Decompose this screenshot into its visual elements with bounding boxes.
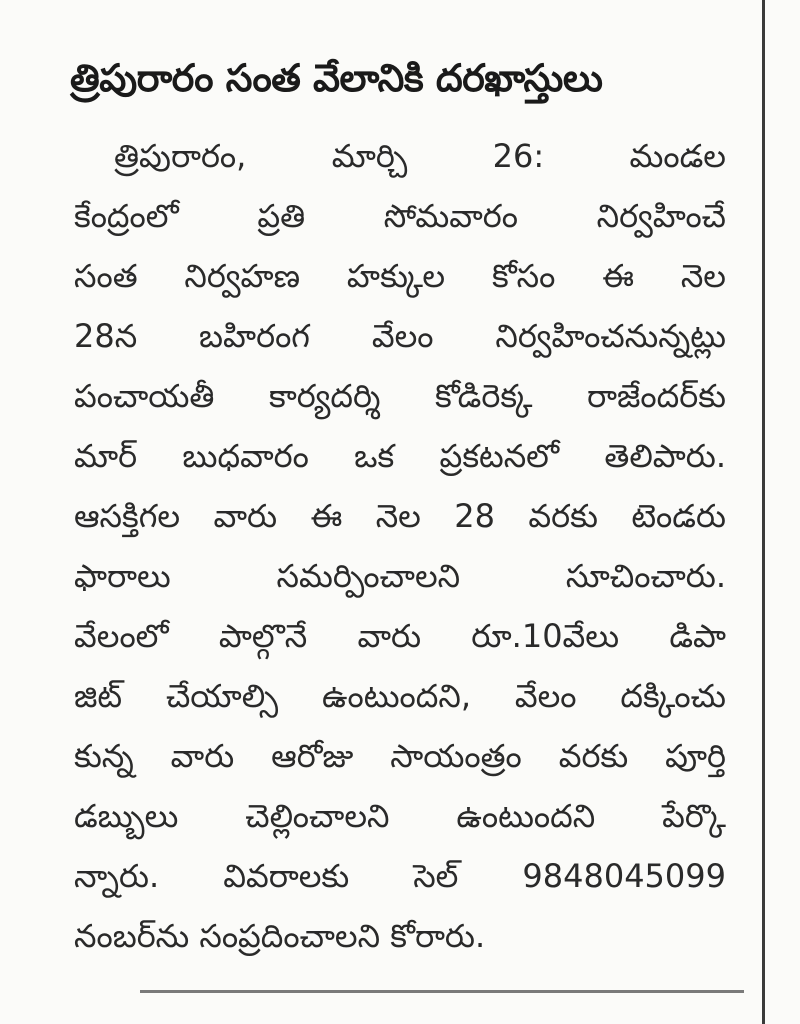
article-line: త్రిపురారం, మార్చి 26: మండల <box>114 137 726 175</box>
article-line: ఆసక్తిగల వారు ఈ నెల 28 వరకు టెండరు <box>74 497 726 535</box>
article-line: న్నారు. వివరాలకు సెల్ 9848045099 <box>74 857 726 895</box>
column-divider-rule <box>762 0 765 1024</box>
article-line: పంచాయతీ కార్యదర్శి కోడిరెక్క రాజేందర్‌కు <box>74 377 726 415</box>
article-line: ఫారాలు సమర్పించాలని సూచించారు. <box>74 557 726 595</box>
article-line: జిట్ చేయాల్సి ఉంటుందని, వేలం దక్కించు <box>74 677 726 715</box>
article-line: సంత నిర్వహణ హక్కుల కోసం ఈ నెల <box>74 257 726 295</box>
article-line: డబ్బులు చెల్లించాలని ఉంటుందని పేర్కొ <box>74 797 726 835</box>
article-headline: త్రిపురారం సంత వేలానికి దరఖాస్తులు <box>70 56 603 100</box>
article-line: మార్ బుధవారం ఒక ప్రకటనలో తెలిపారు. <box>74 437 726 475</box>
article-line: వేలంలో పాల్గొనే వారు రూ.10వేలు డిపా <box>74 617 726 655</box>
article-line: నంబర్‌ను సంప్రదించాలని కోరారు. <box>74 917 486 955</box>
article-body <box>74 126 726 966</box>
article-line: 28న బహిరంగ వేలం నిర్వహించనున్నట్లు <box>74 317 726 355</box>
article-end-rule <box>140 990 744 993</box>
article-line: కేంద్రంలో ప్రతి సోమవారం నిర్వహించే <box>74 197 726 235</box>
article-line: కున్న వారు ఆరోజు సాయంత్రం వరకు పూర్తి <box>74 737 726 775</box>
